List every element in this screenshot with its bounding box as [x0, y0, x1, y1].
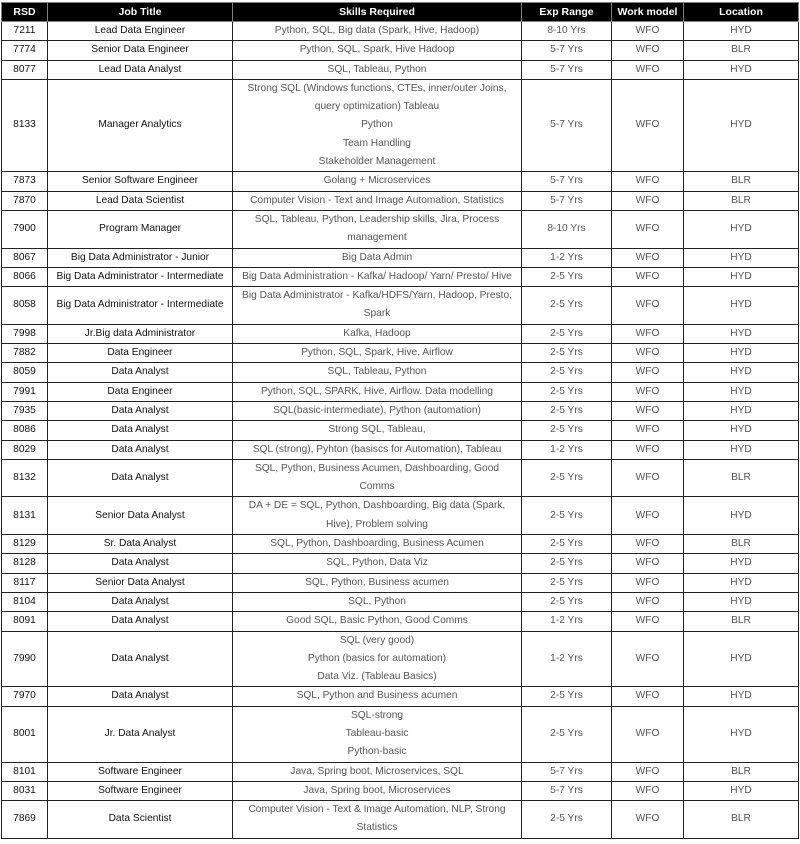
- table-row: [2, 592, 799, 611]
- location-cell: HYD: [684, 497, 799, 535]
- table-row: [2, 60, 799, 79]
- table-row: [2, 79, 799, 171]
- skill-line: query optimization) Tableau: [314, 101, 440, 113]
- skills-cell: [233, 631, 522, 687]
- location-cell: HYD: [684, 421, 799, 440]
- skills-cell: [233, 22, 522, 41]
- exp-range-cell: 1-2 Yrs: [522, 612, 612, 631]
- skills-cell: [233, 421, 522, 440]
- skills-cell: [233, 554, 522, 573]
- job-title-cell: Manager Analytics: [48, 79, 233, 171]
- location-cell: BLR: [684, 172, 799, 191]
- job-title-cell: Data Analyst: [48, 612, 233, 631]
- skills-cell: [233, 79, 522, 171]
- table-header-row: [2, 3, 799, 22]
- job-title-cell: Data Analyst: [48, 554, 233, 573]
- rsd-cell: 8029: [2, 440, 48, 459]
- skill-line: Hive), Problem solving: [326, 518, 428, 530]
- rsd-cell: 7870: [2, 191, 48, 210]
- skills-cell: [233, 210, 522, 248]
- work-model-cell: WFO: [612, 706, 684, 762]
- job-title-cell: Jr.Big data Administrator: [48, 324, 233, 343]
- skill-line: Python (basics for automation): [307, 652, 447, 664]
- work-model-cell: WFO: [612, 344, 684, 363]
- work-model-cell: WFO: [612, 762, 684, 781]
- exp-range-cell: 2-5 Yrs: [522, 344, 612, 363]
- skills-cell: [233, 267, 522, 286]
- skill-line: Python: [361, 119, 393, 131]
- job-title-cell: Lead Data Scientist: [48, 191, 233, 210]
- skills-cell: [233, 535, 522, 554]
- rsd-cell: 7873: [2, 172, 48, 191]
- table-row: [2, 267, 799, 286]
- table-row: [2, 287, 799, 325]
- job-title-cell: Data Analyst: [48, 421, 233, 440]
- location-cell: HYD: [684, 382, 799, 401]
- skill-line: SQL, Tableau, Python: [327, 63, 427, 75]
- skill-line: SQL, Tableau, Python: [327, 366, 427, 378]
- exp-range-cell: 2-5 Yrs: [522, 421, 612, 440]
- skills-cell: [233, 287, 522, 325]
- job-title-cell: Big Data Administrator - Intermediate: [48, 287, 233, 325]
- skill-line: Spark: [363, 308, 391, 320]
- exp-range-cell: 8-10 Yrs: [522, 22, 612, 41]
- exp-range-cell: 2-5 Yrs: [522, 401, 612, 420]
- job-title-cell: Data Analyst: [48, 687, 233, 706]
- skill-line: Team Handling: [343, 137, 411, 149]
- skill-line: Big Data Administration - Kafka/ Hadoop/ Yarn/ Presto/ Hive: [242, 270, 512, 282]
- table-row: [2, 801, 799, 839]
- location-cell: HYD: [684, 706, 799, 762]
- rsd-cell: 8131: [2, 497, 48, 535]
- skill-line: SQL, Tableau, Python, Leadership skills, Jira, Process: [254, 213, 500, 225]
- exp-range-cell: 5-7 Yrs: [522, 781, 612, 800]
- location-cell: BLR: [684, 762, 799, 781]
- rsd-cell: 7774: [2, 41, 48, 60]
- exp-range-cell: 2-5 Yrs: [522, 459, 612, 497]
- rsd-cell: 8031: [2, 781, 48, 800]
- skills-cell: [233, 41, 522, 60]
- skill-line: Python, SQL, Big data (Spark, Hive, Hadoop): [274, 25, 480, 36]
- skills-cell: [233, 781, 522, 800]
- work-model-cell: WFO: [612, 554, 684, 573]
- exp-range-cell: 2-5 Yrs: [522, 592, 612, 611]
- exp-range-cell: 2-5 Yrs: [522, 706, 612, 762]
- rsd-cell: 8059: [2, 363, 48, 382]
- exp-range-cell: 2-5 Yrs: [522, 801, 612, 839]
- exp-range-cell: 5-7 Yrs: [522, 60, 612, 79]
- exp-range-cell: 5-7 Yrs: [522, 191, 612, 210]
- location-cell: HYD: [684, 781, 799, 800]
- skill-line: Strong SQL (Windows functions, CTEs, inner/outer Joins,: [247, 82, 507, 94]
- work-model-cell: WFO: [612, 60, 684, 79]
- rsd-cell: 8128: [2, 554, 48, 573]
- skill-line: Kafka, Hadoop: [343, 327, 411, 339]
- header-job-title: Job Title: [48, 3, 233, 22]
- exp-range-cell: 5-7 Yrs: [522, 172, 612, 191]
- work-model-cell: WFO: [612, 421, 684, 440]
- rsd-cell: 7970: [2, 687, 48, 706]
- skill-line: Computer Vision - Text & Image Automation, NLP, Strong: [248, 804, 506, 816]
- location-cell: HYD: [684, 22, 799, 41]
- skill-line: SQL, Python, Business Acumen, Dashboarding, Good: [254, 462, 500, 474]
- skill-line: Big Data Admin: [341, 251, 413, 263]
- exp-range-cell: 5-7 Yrs: [522, 41, 612, 60]
- skill-line: SQL-strong: [350, 709, 404, 721]
- job-title-cell: Software Engineer: [48, 781, 233, 800]
- work-model-cell: WFO: [612, 210, 684, 248]
- work-model-cell: WFO: [612, 191, 684, 210]
- skill-line: Python, SQL, Spark, Hive, Airflow: [301, 347, 453, 359]
- skill-line: Python-basic: [347, 746, 407, 758]
- skill-line: Comms: [359, 481, 395, 493]
- job-title-cell: Sr. Data Analyst: [48, 535, 233, 554]
- skills-cell: [233, 382, 522, 401]
- exp-range-cell: 2-5 Yrs: [522, 363, 612, 382]
- rsd-cell: 8133: [2, 79, 48, 171]
- exp-range-cell: 1-2 Yrs: [522, 440, 612, 459]
- work-model-cell: WFO: [612, 401, 684, 420]
- work-model-cell: WFO: [612, 497, 684, 535]
- rsd-cell: 8067: [2, 248, 48, 267]
- job-title-cell: Program Manager: [48, 210, 233, 248]
- table-row: [2, 191, 799, 210]
- table-row: [2, 344, 799, 363]
- table-row: [2, 421, 799, 440]
- work-model-cell: WFO: [612, 573, 684, 592]
- location-cell: HYD: [684, 631, 799, 687]
- rsd-cell: 8077: [2, 60, 48, 79]
- job-title-cell: Data Analyst: [48, 440, 233, 459]
- table-row: [2, 324, 799, 343]
- table-row: [2, 401, 799, 420]
- location-cell: BLR: [684, 535, 799, 554]
- job-title-cell: Jr. Data Analyst: [48, 706, 233, 762]
- job-title-cell: Data Analyst: [48, 363, 233, 382]
- job-title-cell: Lead Data Engineer: [48, 22, 233, 41]
- work-model-cell: WFO: [612, 248, 684, 267]
- work-model-cell: WFO: [612, 324, 684, 343]
- skill-line: Good SQL, Basic Python, Good Comms: [286, 615, 468, 627]
- rsd-cell: 8086: [2, 421, 48, 440]
- location-cell: HYD: [684, 344, 799, 363]
- exp-range-cell: 1-2 Yrs: [522, 248, 612, 267]
- location-cell: HYD: [684, 60, 799, 79]
- job-title-cell: Senior Software Engineer: [48, 172, 233, 191]
- skill-line: Computer Vision - Text and Image Automation, Statistics: [250, 194, 504, 206]
- location-cell: HYD: [684, 287, 799, 325]
- skills-cell: [233, 497, 522, 535]
- location-cell: HYD: [684, 687, 799, 706]
- location-cell: HYD: [684, 401, 799, 420]
- table-row: [2, 363, 799, 382]
- location-cell: BLR: [684, 459, 799, 497]
- table-row: [2, 172, 799, 191]
- table-row: [2, 612, 799, 631]
- location-cell: HYD: [684, 248, 799, 267]
- skills-cell: [233, 687, 522, 706]
- work-model-cell: WFO: [612, 172, 684, 191]
- skill-line: Golang + Microservices: [323, 175, 431, 187]
- job-title-cell: Senior Data Engineer: [48, 41, 233, 60]
- exp-range-cell: 2-5 Yrs: [522, 497, 612, 535]
- work-model-cell: WFO: [612, 267, 684, 286]
- work-model-cell: WFO: [612, 459, 684, 497]
- work-model-cell: WFO: [612, 440, 684, 459]
- rsd-cell: 7935: [2, 401, 48, 420]
- skill-line: DA + DE = SQL, Python, Dashboarding, Big data (Spark,: [248, 500, 506, 512]
- skills-cell: [233, 440, 522, 459]
- skill-line: SQL (strong), Pyhton (basiscs for Automation), Tableau: [252, 443, 502, 455]
- location-cell: HYD: [684, 440, 799, 459]
- work-model-cell: WFO: [612, 535, 684, 554]
- work-model-cell: WFO: [612, 41, 684, 60]
- skill-line: Python, SQL, SPARK, Hive, Airflow. Data modelling: [261, 385, 493, 397]
- location-cell: HYD: [684, 554, 799, 573]
- job-title-cell: Data Analyst: [48, 459, 233, 497]
- work-model-cell: WFO: [612, 382, 684, 401]
- skill-line: SQL, Python, Dashboarding, Business Acumen: [270, 538, 484, 550]
- skill-line: Strong SQL, Tableau,: [328, 424, 426, 436]
- header-work-model: Work model: [612, 3, 684, 22]
- rsd-cell: 7991: [2, 382, 48, 401]
- rsd-cell: 8101: [2, 762, 48, 781]
- skill-line: Big Data Administrator - Kafka/HDFS/Yarn, Hadoop, Presto,: [242, 290, 512, 302]
- skills-cell: [233, 706, 522, 762]
- rsd-cell: 8117: [2, 573, 48, 592]
- header-skills-required: Skills Required: [233, 3, 522, 22]
- job-title-cell: Data Engineer: [48, 344, 233, 363]
- location-cell: HYD: [684, 210, 799, 248]
- work-model-cell: WFO: [612, 79, 684, 171]
- work-model-cell: WFO: [612, 801, 684, 839]
- work-model-cell: WFO: [612, 781, 684, 800]
- location-cell: HYD: [684, 573, 799, 592]
- skills-cell: [233, 573, 522, 592]
- job-title-cell: Data Scientist: [48, 801, 233, 839]
- skills-cell: [233, 459, 522, 497]
- rsd-cell: 8001: [2, 706, 48, 762]
- skill-line: SQL, Python and Business acumen: [296, 690, 458, 702]
- rsd-cell: 8066: [2, 267, 48, 286]
- job-title-cell: Data Analyst: [48, 401, 233, 420]
- header-exp-range: Exp Range: [522, 3, 612, 22]
- skill-line: SQL, Python, Data Viz: [326, 557, 428, 569]
- skills-cell: [233, 344, 522, 363]
- location-cell: HYD: [684, 324, 799, 343]
- work-model-cell: WFO: [612, 687, 684, 706]
- location-cell: HYD: [684, 79, 799, 171]
- rsd-cell: 8132: [2, 459, 48, 497]
- rsd-cell: 7990: [2, 631, 48, 687]
- skills-cell: [233, 324, 522, 343]
- job-title-cell: Big Data Administrator - Intermediate: [48, 267, 233, 286]
- table-row: [2, 210, 799, 248]
- skills-cell: [233, 172, 522, 191]
- work-model-cell: WFO: [612, 631, 684, 687]
- rsd-cell: 7882: [2, 344, 48, 363]
- skill-line: SQL, Python, Business acumen: [305, 576, 449, 588]
- table-row: [2, 573, 799, 592]
- rsd-cell: 7900: [2, 210, 48, 248]
- location-cell: HYD: [684, 267, 799, 286]
- work-model-cell: WFO: [612, 287, 684, 325]
- table-row: [2, 382, 799, 401]
- work-model-cell: WFO: [612, 363, 684, 382]
- table-row: [2, 459, 799, 497]
- table-row: [2, 41, 799, 60]
- skill-line: Python, SQL, Spark, Hive Hadoop: [299, 44, 455, 56]
- skill-line: Statistics: [356, 822, 398, 834]
- skill-line: Tableau-basic: [345, 727, 409, 739]
- skill-line: Data Viz. (Tableau Basics): [317, 671, 437, 683]
- exp-range-cell: 2-5 Yrs: [522, 687, 612, 706]
- exp-range-cell: 2-5 Yrs: [522, 382, 612, 401]
- job-title-cell: Senior Data Analyst: [48, 497, 233, 535]
- rsd-cell: 7211: [2, 22, 48, 41]
- exp-range-cell: 2-5 Yrs: [522, 267, 612, 286]
- skills-cell: [233, 60, 522, 79]
- location-cell: BLR: [684, 612, 799, 631]
- location-cell: BLR: [684, 801, 799, 839]
- skills-cell: [233, 363, 522, 382]
- location-cell: HYD: [684, 592, 799, 611]
- job-title-cell: Data Analyst: [48, 631, 233, 687]
- job-title-cell: Data Analyst: [48, 592, 233, 611]
- skill-line: management: [347, 232, 407, 244]
- table-row: [2, 497, 799, 535]
- location-cell: BLR: [684, 41, 799, 60]
- rsd-cell: 7998: [2, 324, 48, 343]
- table-row: [2, 248, 799, 267]
- rsd-cell: 8058: [2, 287, 48, 325]
- exp-range-cell: 2-5 Yrs: [522, 535, 612, 554]
- job-title-cell: Software Engineer: [48, 762, 233, 781]
- job-openings-table: [1, 2, 799, 839]
- exp-range-cell: 2-5 Yrs: [522, 324, 612, 343]
- rsd-cell: 8091: [2, 612, 48, 631]
- skills-cell: [233, 248, 522, 267]
- table-row: [2, 762, 799, 781]
- skill-line: Stakeholder Management: [318, 156, 436, 168]
- table-row: [2, 706, 799, 762]
- skills-cell: [233, 592, 522, 611]
- rsd-cell: 8104: [2, 592, 48, 611]
- header-location: Location: [684, 3, 799, 22]
- skills-cell: [233, 612, 522, 631]
- table-row: [2, 22, 799, 41]
- exp-range-cell: 1-2 Yrs: [522, 631, 612, 687]
- skill-line: Java, Spring boot, Microservices: [303, 784, 451, 796]
- skill-line: SQL(basic-intermediate), Python (automation): [273, 404, 481, 416]
- work-model-cell: WFO: [612, 22, 684, 41]
- rsd-cell: 7869: [2, 801, 48, 839]
- skill-line: SQL (very good): [339, 634, 415, 646]
- exp-range-cell: 2-5 Yrs: [522, 287, 612, 325]
- skills-cell: [233, 191, 522, 210]
- table-row: [2, 687, 799, 706]
- job-title-cell: Senior Data Analyst: [48, 573, 233, 592]
- work-model-cell: WFO: [612, 612, 684, 631]
- skills-cell: [233, 801, 522, 839]
- exp-range-cell: 5-7 Yrs: [522, 762, 612, 781]
- skill-line: Java, Spring boot, Microservices, SQL: [290, 765, 464, 777]
- job-title-cell: Data Engineer: [48, 382, 233, 401]
- location-cell: BLR: [684, 191, 799, 210]
- table-body: [2, 22, 799, 839]
- job-title-cell: Lead Data Analyst: [48, 60, 233, 79]
- exp-range-cell: 8-10 Yrs: [522, 210, 612, 248]
- table-row: [2, 440, 799, 459]
- skill-line: SQL, Python: [348, 595, 406, 607]
- skills-cell: [233, 401, 522, 420]
- location-cell: HYD: [684, 363, 799, 382]
- job-title-cell: Big Data Administrator - Junior: [48, 248, 233, 267]
- skills-cell: [233, 762, 522, 781]
- exp-range-cell: 2-5 Yrs: [522, 554, 612, 573]
- table-row: [2, 781, 799, 800]
- table-row: [2, 631, 799, 687]
- exp-range-cell: 5-7 Yrs: [522, 79, 612, 171]
- table-row: [2, 554, 799, 573]
- table-row: [2, 535, 799, 554]
- exp-range-cell: 2-5 Yrs: [522, 573, 612, 592]
- work-model-cell: WFO: [612, 592, 684, 611]
- header-rsd: RSD: [2, 3, 48, 22]
- rsd-cell: 8129: [2, 535, 48, 554]
